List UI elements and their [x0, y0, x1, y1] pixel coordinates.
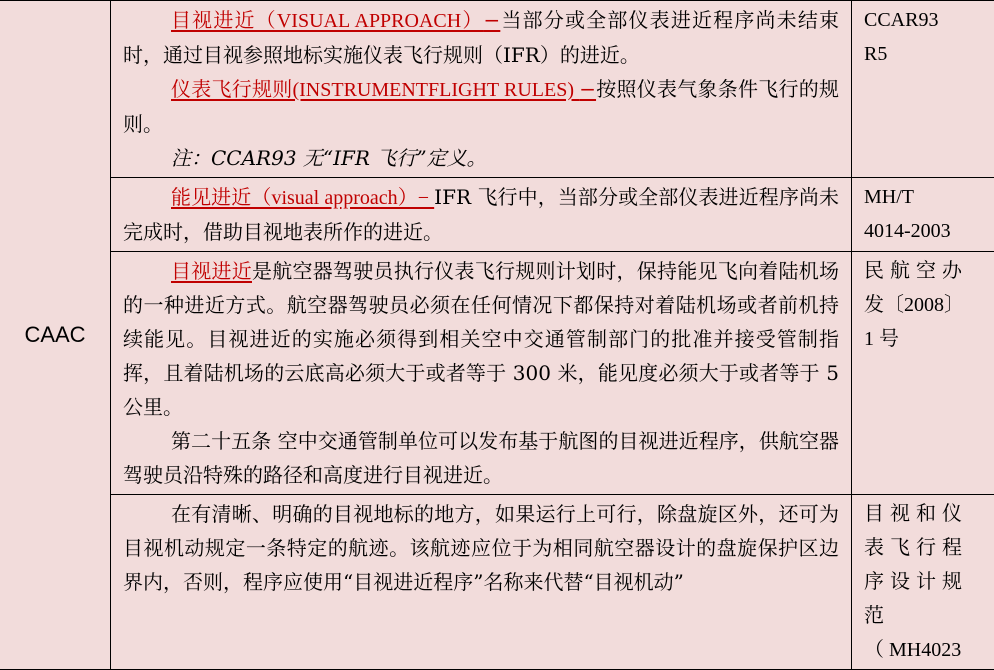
- note-text: 注：CCAR93 无“IFR 飞行”定义。: [123, 141, 839, 175]
- source-text: （ MH4023: [864, 633, 986, 667]
- source-text: 目视和仪: [864, 497, 986, 531]
- table-row: [0, 178, 994, 252]
- definition-text: 按照仪表气象条件飞行的规则。: [123, 77, 839, 136]
- source-text: 民航空办: [864, 254, 986, 288]
- table-row: [0, 495, 994, 670]
- source-text: 序设计规: [864, 565, 986, 599]
- definition-paragraph: [123, 72, 839, 141]
- source-text: R5: [864, 37, 986, 71]
- term-link[interactable]: 仪表飞行规则(INSTRUMENTFLIGHT RULES): [171, 79, 579, 101]
- source-cell: [852, 252, 994, 495]
- source-cell: [852, 1, 994, 178]
- term-link[interactable]: 目视进近（VISUAL APPROACH）: [171, 10, 484, 32]
- definition-paragraph: [123, 3, 839, 72]
- definition-paragraph: [123, 254, 839, 424]
- source-text: 4014-2003: [864, 214, 986, 248]
- source-cell: [852, 495, 994, 670]
- article-paragraph: 第二十五条 空中交通管制单位可以发布基于航图的目视进近程序，供航空器驾驶员沿特殊的路径和高度进行目视进近。: [123, 424, 839, 492]
- source-cell: [852, 178, 994, 252]
- table-row: [0, 1, 994, 178]
- definition-paragraph: [123, 180, 839, 249]
- source-text: 范: [864, 599, 986, 633]
- source-text: MH/T: [864, 180, 986, 214]
- organization-label: CAAC: [24, 322, 85, 347]
- source-text: CCAR93: [864, 3, 986, 37]
- definition-text: 当部分或全部仪表进近程序尚未结束时，通过目视参照地标实施仪表飞行规则（IFR）的进近。: [123, 8, 839, 67]
- definition-text: IFR 飞行中，当部分或全部仪表进近程序尚未完成时，借助目视地表所作的进近。: [123, 185, 839, 244]
- definition-cell: [111, 178, 852, 252]
- organization-cell: [0, 1, 111, 670]
- term-dash: −: [484, 8, 501, 32]
- source-text: 1 号: [864, 322, 986, 356]
- source-text: 发〔2008〕: [864, 288, 986, 322]
- term-dash: −: [579, 77, 596, 101]
- source-text: 表飞行程: [864, 531, 986, 565]
- term-link[interactable]: 目视进近: [171, 259, 252, 283]
- table-row: [0, 252, 994, 495]
- term-link[interactable]: 能见进近（visual approach）−: [171, 187, 434, 209]
- definition-paragraph: 在有清晰、明确的目视地标的地方，如果运行上可行，除盘旋区外，还可为目视机动规定一条特定的航迹。该航迹应位于为相同航空器设计的盘旋保护区边界内，否则，程序应使用“目视进近程序”名称来代替“目视机动”: [123, 497, 839, 599]
- definition-cell: [111, 252, 852, 495]
- definition-text: 是航空器驾驶员执行仪表飞行规则计划时，保持能见飞向着陆机场的一种进近方式。航空器驾驶员必须在任何情况下都保持对着陆机场或者前机持续能见。目视进近的实施必须得到相关空中交通管制部门的批准并接受管制指挥，且着陆机场的云底高必须大于或者等于 300 米，能见度必须大于或者等于 5 公里。: [123, 259, 839, 419]
- definition-cell: [111, 495, 852, 670]
- definition-cell: [111, 1, 852, 178]
